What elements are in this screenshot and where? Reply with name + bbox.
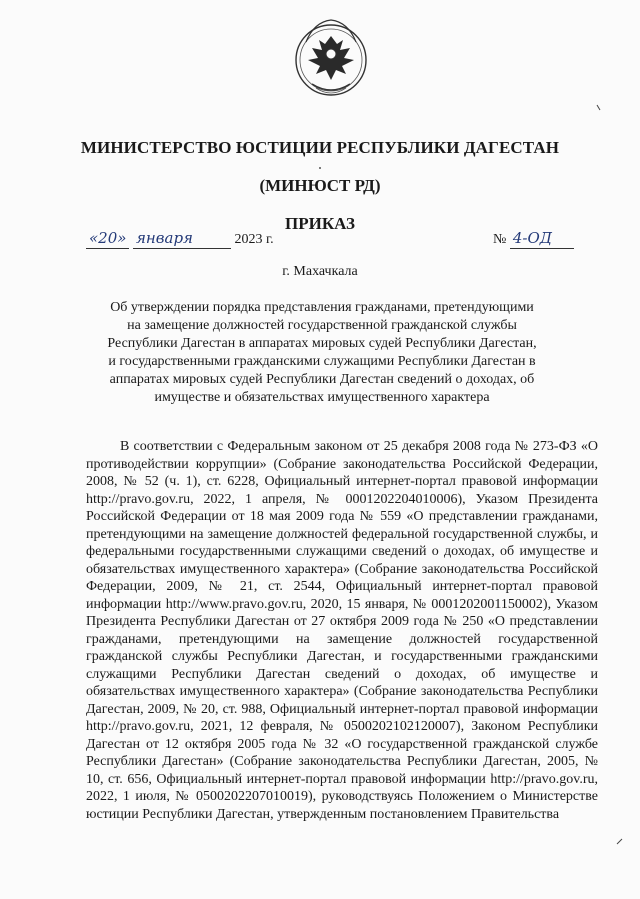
- scan-speck: [596, 104, 602, 112]
- ministry-title: МИНИСТЕРСТВО ЮСТИЦИИ РЕСПУБЛИКИ ДАГЕСТАН: [80, 138, 560, 157]
- order-number: [493, 229, 574, 249]
- scan-speck: [616, 838, 624, 846]
- order-body: [86, 438, 598, 823]
- number-handwritten: 4-ОД: [510, 229, 574, 249]
- number-prefix: №: [493, 232, 507, 247]
- date-month-handwritten: января: [133, 229, 231, 249]
- city-line: г. Махачкала: [282, 264, 358, 279]
- scan-speck: [318, 166, 322, 170]
- body-paragraph: В соответствии с Федеральным законом от 25 декабря 2008 года № 273-ФЗ «О противодействии коррупции» (Собрание законодательства Российской Федерации, 2008, № 52 (ч. 1), ст. 6228, Официальный интернет-портал правовой информации http://pravo.gov.ru, 2022, 1 апреля, № 0001202204010006), Указом Президента Российской Федерации от 18 мая 2009 года № 559 «О представлении гражданами, претендующими на замещение должностей федеральной государственной службы, и федеральными государственными служащими сведений о доходах, об имуществе и обязательствах имущественного характера» (Собрание законодательства Российской Федерации, 2009, № 21, ст. 2544, Официальный интернет-портал правовой информации http://www.pravo.gov.ru, 2020, 15 января, № 0001202001150002), Указом Президента Республики Дагестан от 27 октября 2009 года № 250 «О представлении гражданами, претендующими на замещение должностей государственной гражданской службы Республики Дагестан, и государственными гражданскими служащими Республики Дагестан сведений о доходах, об имуществе и обязательствах имущественного характера» (Собрание законодательства Республики Дагестан, 2009, № 20, ст. 988, Официальный интернет-портал правовой информации http://pravo.gov.ru, 2021, 12 февраля, № 0500202102120007), Законом Республики Дагестан от 12 октября 2005 года № 32 «О государственной гражданской службе Республики Дагестан» (Собрание законодательства Республики Дагестан, 2005, № 10, ст. 656, Официальный интернет-портал правовой информации http://pravo.gov.ru, 2022, 1 июля, № 0500202207010019), руководствуясь Положением о Министерстве юстиции Республики Дагестан, утвержденным постановлением Правительства: [86, 439, 598, 822]
- order-date: [86, 229, 274, 249]
- order-subject: Об утверждении порядка представления гражданами, претендующими на замещение должностей государственной гражданской службы Республики Дагестан в аппаратах мировых судей Республики Дагестан, и государственными гражданскими служащими Республики Дагестан в аппаратах мировых судей Республики Дагестан сведений о доходах, об имуществе и обязательствах имущественного характера: [107, 300, 537, 405]
- date-year: 2023 г.: [234, 232, 274, 247]
- ministry-short-name: (МИНЮСТ РД): [259, 176, 381, 195]
- document-type-title: ПРИКАЗ: [285, 214, 355, 233]
- coat-of-arms-emblem: [292, 14, 370, 102]
- date-day-handwritten: «20»: [86, 229, 129, 249]
